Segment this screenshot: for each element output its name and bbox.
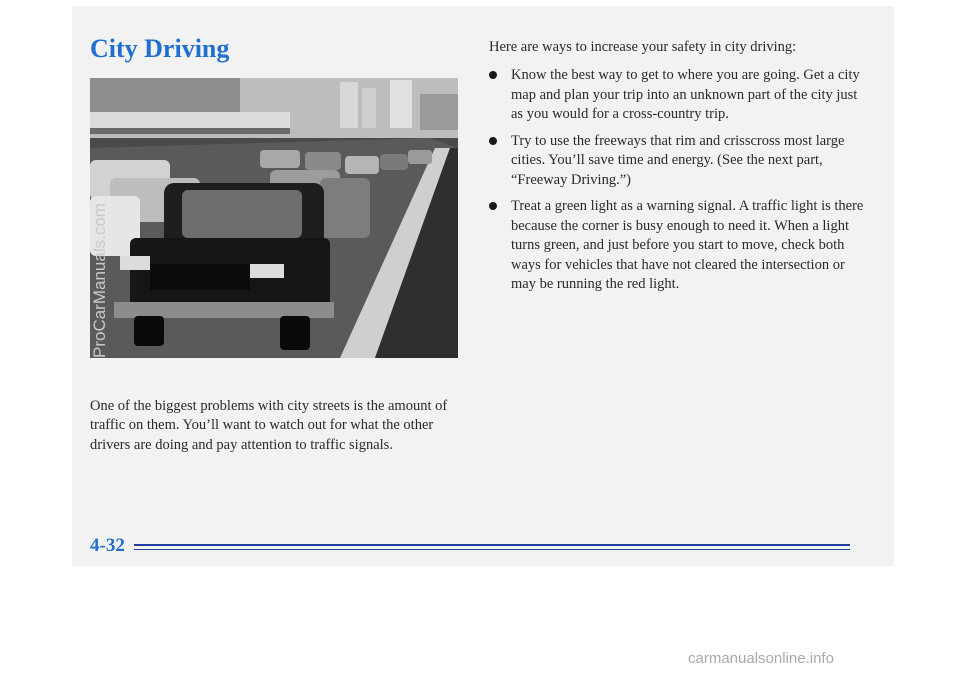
page-number: 4-32 <box>90 535 125 556</box>
section-title: City Driving <box>90 34 230 63</box>
intro-paragraph: One of the biggest problems with city streets is the amount of traffic on them. You’ll want to watch out for what the other drivers are doing and pay attention to traffic signals. <box>90 397 448 453</box>
safety-tips-list <box>489 66 869 302</box>
list-item-text: Know the best way to get to where you are going. Get a city map and plan your trip into an unknown part of the city just as you would for a cross-country trip. <box>511 67 860 122</box>
bullet-icon <box>489 71 497 79</box>
footer-rule-thin <box>134 549 850 550</box>
bullet-icon <box>489 137 497 145</box>
list-item <box>489 132 869 191</box>
list-item-text: Treat a green light as a warning signal. A traffic light is there because the corner is busy enough to need it. When a light turns green, and just before you start to move, check both ways for vehicles that have not cleared the intersection or may be running the red light. <box>511 198 864 292</box>
list-item-text: Try to use the freeways that rim and crisscross most large cities. You’ll save time and energy. (See the next part, “Freeway Driving.”) <box>511 132 845 188</box>
list-item <box>489 197 869 295</box>
footer-rule <box>134 544 850 546</box>
safety-intro: Here are ways to increase your safety in city driving: <box>489 39 797 55</box>
watermark <box>90 338 290 358</box>
traffic-photo <box>90 78 458 358</box>
site-url: carmanualsonline.info <box>688 650 834 667</box>
traffic-illustration <box>90 78 458 358</box>
bullet-icon <box>489 202 497 210</box>
list-item <box>489 66 869 125</box>
